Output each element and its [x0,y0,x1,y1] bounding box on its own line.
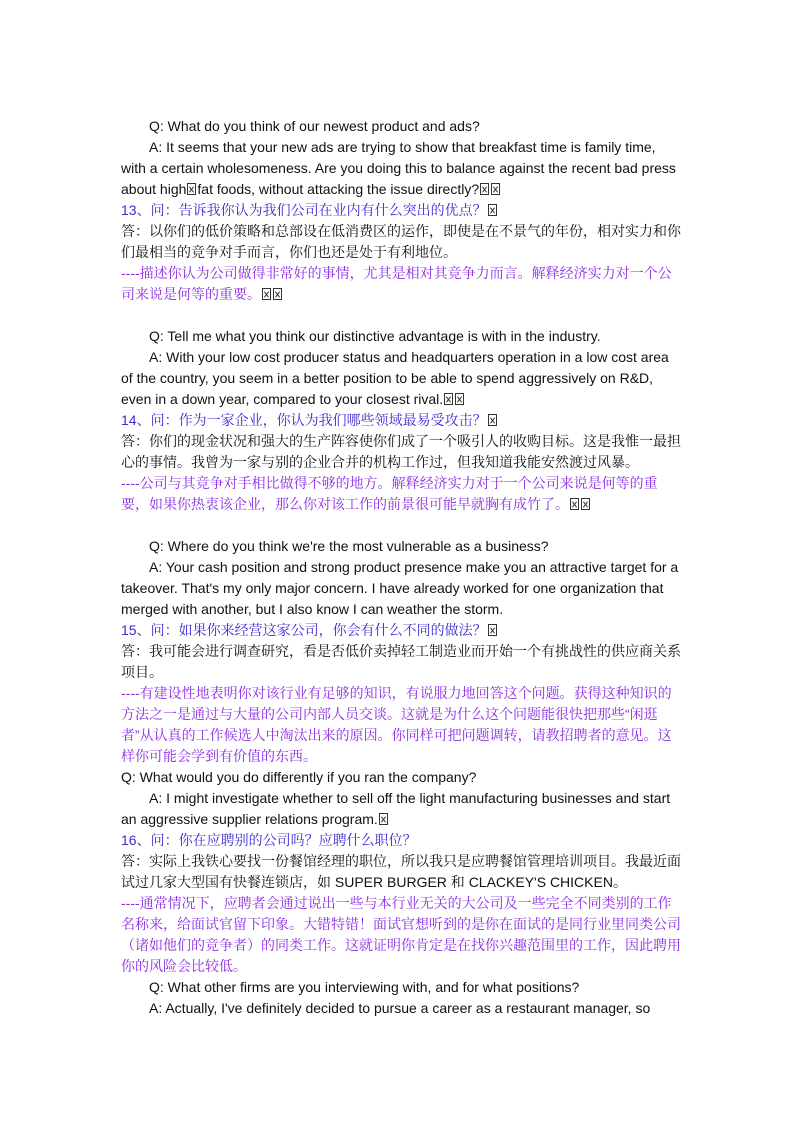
text-span: A: I might investigate whether to sell off the light manufacturing businesses and start an aggressive supplier relations program. [121,790,671,827]
answer-line [121,998,682,1019]
tip-text [121,683,682,767]
missing-glyph-icon [379,813,388,825]
question-line [121,977,682,998]
text-span: A: Your cash position and strong product presence make you an attractive target for a takeover. That's my only major concern. I have already worked for one organization that merged with another, but I also know I can weather the storm. [121,559,679,617]
missing-glyph-icon [488,624,497,636]
missing-glyph-icon [488,414,497,426]
text-span: 14、问：作为一家企业，你认为我们哪些领域最易受攻击？ [121,412,487,428]
text-span: A: Actually, I've definitely decided to pursue a career as a restaurant manager, so [149,1000,651,1016]
missing-glyph-icon [480,183,489,195]
tip-text [121,893,682,977]
text-span: 13、问：告诉我你认为我们公司在业内有什么突出的优点？ [121,202,487,218]
answer-line [121,788,682,830]
answer-zh [121,221,682,263]
missing-glyph-icon [455,393,464,405]
tip-text [121,263,682,305]
missing-glyph-icon [444,393,453,405]
missing-glyph-icon [491,183,500,195]
answer-line [121,557,682,620]
text-span: 答：以你们的低价策略和总部设在低消费区的运作，即使是在不景气的年份，相对实力和你们最相当的竞争对手而言，你们也还是处于有利地位。 [121,223,681,260]
text-span: ----通常情况下，应聘者会通过说出一些与本行业无关的大公司及一些完全不同类别的工作名称来，给面试官留下印象。大错特错！面试官想听到的是你在面试的是同行业里同类公司（诸如他们的竞争者）的同类工作。这就证明你肯定是在找你兴趣范围里的工作，因此聘用你的风险会比较低。 [121,895,681,974]
missing-glyph-icon [570,498,579,510]
text-span: fat foods, without attacking the issue directly? [197,181,480,197]
text-span: 答：我可能会进行调查研究，看是否低价卖掉轻工制造业而开始一个有挑战性的供应商关系项目。 [121,643,681,680]
missing-glyph-icon [273,288,282,300]
text-span: Q: What would you do differently if you ran the company? [121,769,477,785]
answer-zh [121,851,682,893]
text-span: ----描述你认为公司做得非常好的事情，尤其是相对其竞争力而言。解释经济实力对一个公司来说是何等的重要。 [121,265,672,302]
question-heading-15 [121,620,682,641]
missing-glyph-icon [488,204,497,216]
question-line [121,536,682,557]
question-heading-16 [121,830,682,851]
answer-zh [121,641,682,683]
text-span: 15、问：如果你来经营这家公司，你会有什么不同的做法？ [121,622,487,638]
text-span: 答：你们的现金状况和强大的生产阵容使你们成了一个吸引人的收购目标。这是我惟一最担心的事情。我曾为一家与别的企业合并的机构工作过，但我知道我能安然渡过风暴。 [121,433,681,470]
text-span: A: With your low cost producer status and headquarters operation in a low cost area of the country, you seem in a better position to be able to spend aggressively on R&D, even in a down year, compared to your closest rival. [121,349,669,407]
spacer [121,305,682,326]
text-span: A: It seems that your new ads are trying to show that breakfast time is family time, with a certain wholesomeness. Are you doing this to balance against the recent bad press about high [121,139,676,197]
question-heading-14 [121,410,682,431]
text-span: Q: Where do you think we're the most vulnerable as a business? [149,538,549,554]
tip-text [121,473,682,515]
missing-glyph-icon [581,498,590,510]
text-span: Q: What other firms are you interviewing with, and for what positions? [149,979,580,995]
text-span: Q: What do you think of our newest product and ads? [149,118,480,134]
answer-line [121,137,682,200]
text-span: 16、问：你在应聘别的公司吗？应聘什么职位？ [121,832,417,848]
text-span: Q: Tell me what you think our distinctive advantage is with in the industry. [149,328,601,344]
missing-glyph-icon [187,183,196,195]
question-heading-13 [121,200,682,221]
question-line [121,767,682,788]
text-span: ----有建设性地表明你对该行业有足够的知识，有说服力地回答这个问题。获得这种知识的方法之一是通过与大量的公司内部人员交谈。这就是为什么这个问题能很快把那些“闲逛者”从认真的工作候选人中淘汰出来的原因。你同样可把问题调转，请教招聘者的意见。这样你可能会学到有价值的东西。 [121,685,672,764]
text-span: 答：实际上我铁心要找一份餐馆经理的职位，所以我只是应聘餐馆管理培训项目。我最近面试过几家大型国有快餐连锁店，如 SUPER BURGER 和 CLACKEY'S CHICKEN。 [121,853,681,890]
spacer [121,515,682,536]
missing-glyph-icon [262,288,271,300]
question-line [121,326,682,347]
text-span: ----公司与其竞争对手相比做得不够的地方。解释经济实力对于一个公司来说是何等的重要，如果你热衷该企业，那么你对该工作的前景很可能早就胸有成竹了。 [121,475,658,512]
question-line [121,116,682,137]
answer-zh [121,431,682,473]
answer-line [121,347,682,410]
